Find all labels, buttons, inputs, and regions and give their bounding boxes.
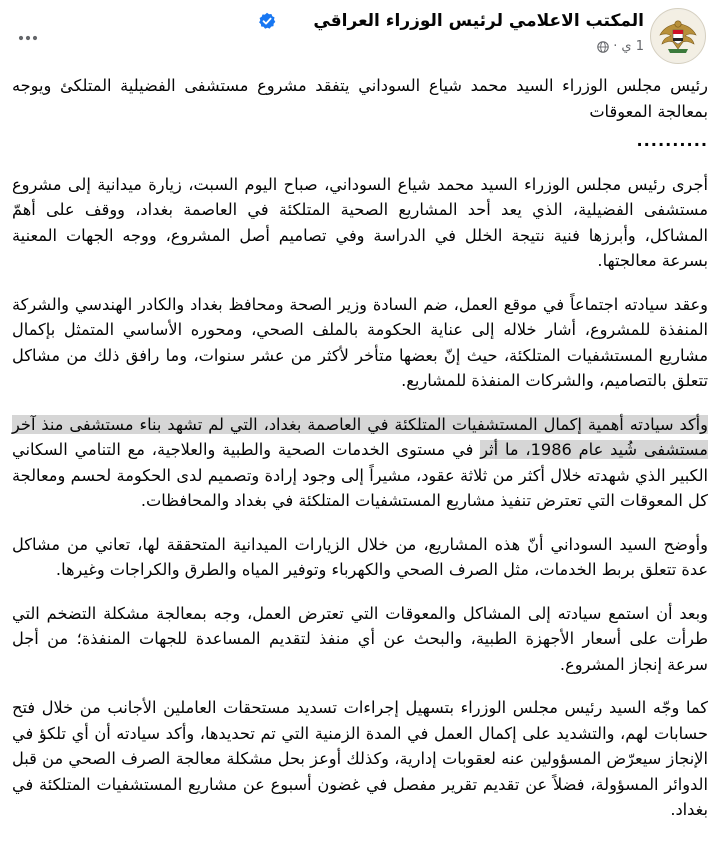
post-body — [12, 73, 708, 841]
iraq-coat-of-arms-logo — [651, 9, 705, 63]
meta-separator: · — [613, 39, 618, 54]
page-name-link[interactable]: المكتب الاعلامي لرئيس الوزراء العراقي — [313, 11, 644, 31]
dots-separator: .......... — [636, 131, 708, 150]
page-avatar[interactable] — [650, 8, 706, 64]
verified-badge-icon — [258, 12, 276, 30]
paragraph-5: وبعد أن استمع سيادته إلى المشاكل والمعوقات التي تعترض العمل، وجه بمعالجة مشكلة التضخم التي طرأت على أسعار الأجهزة الطبية، والبحث عن أي منفذ لتقديم المساعدة للجهات المنفذة؛ من أجل سرعة إنجاز المشروع. — [12, 603, 708, 674]
post-timestamp[interactable]: 1 ي — [621, 39, 644, 54]
paragraph-6: كما وجّه السيد رئيس مجلس الوزراء بتسهيل إجراءات تسديد مستحقات العاملين الأجانب من خلال فتح حسابات لهم، والتشديد على إكمال العمل في المدة الزمنية التي تم تحديدها، وأكد سيادته أن أي تلكؤ في الإنجاز سيعرّض المسؤولين عنه لعقوبات إدارية، وكذلك أوعز بحل مشكلة معالجة الصرف الصحي من قبل الدوائر المسؤولة، فضلاً عن تقديم تقرير مفصل في غضون أسبوع عن مشاريع المستشفيات المتلكئة في بغداد. — [12, 698, 708, 819]
paragraph-3-rest: في مستوى الخدمات الصحية والطبية والعلاجية، مع التنامي السكاني الكبير الذي شهدته خلال أكثر من ثلاثة عقود، مشيراً إلى وجود إرادة وتصميم لدى الحكومة لحسم ومعالجة كل المعوقات التي تعترض تنفيذ مشاريع المستشفيات المتلكئة في بغداد والمحافظات. — [12, 440, 708, 510]
paragraph-3 — [12, 412, 708, 514]
more-options-button[interactable] — [12, 22, 44, 54]
paragraph-4: وأوضح السيد السوداني أنّ هذه المشاريع، من خلال الزيارات الميدانية المتحققة لها، تعاني من مشاكل عدة تتعلق بربط الخدمات، مثل الصرف الصحي والكهرباء وتوفير المياه والطرق والكراجات وغيرها. — [12, 534, 708, 579]
paragraph-2: وعقد سيادته اجتماعاً في موقع العمل، ضم السادة وزير الصحة ومحافظ بغداد والكادر الهندسي والشركة المنفذة للمشروع، أشار خلاله إلى عناية الحكومة بالملف الصحي، ومحوره الأساسي المتمثل بإكمال مشاريع المستشفيات المتلكئة، حيث إنّ بعضها متأخر لأكثر من عشر سنوات، وما رافق ذلك من مشاكل تتعلق بالتصاميم، والشركات المنفذة للمشاريع. — [12, 294, 708, 390]
post-title: رئيس مجلس الوزراء السيد محمد شياع السوداني يتفقد مشروع مستشفى الفضيلية المتلكئ ويوجه بمعالجة المعوقات — [12, 76, 708, 121]
globe-icon — [597, 41, 609, 53]
paragraph-1: أجرى رئيس مجلس الوزراء السيد محمد شياع السوداني، صباح اليوم السبت، زيارة ميدانية إلى مشروع مستشفى الفضيلية، الذي يعد أحد المشاريع الصحية المتلكئة في العاصمة بغداد، ووقف على أهمّ المشاكل، وأبرزها فنية نتيجة الخلل في الدراسة وفي تصاميم أصل المشروع، ووجه الجهات المعنية بسرعة معالجتها. — [12, 174, 708, 270]
highlighted-text: وأكد سيادته أهمية إكمال المستشفيات المتلكئة في العاصمة بغداد، التي لم تشهد بناء مستشفى منذ آخر مستشفى شُيد عام 1986، ما أثر — [12, 414, 708, 459]
more-options-icon — [18, 35, 38, 41]
post-meta — [597, 39, 644, 54]
